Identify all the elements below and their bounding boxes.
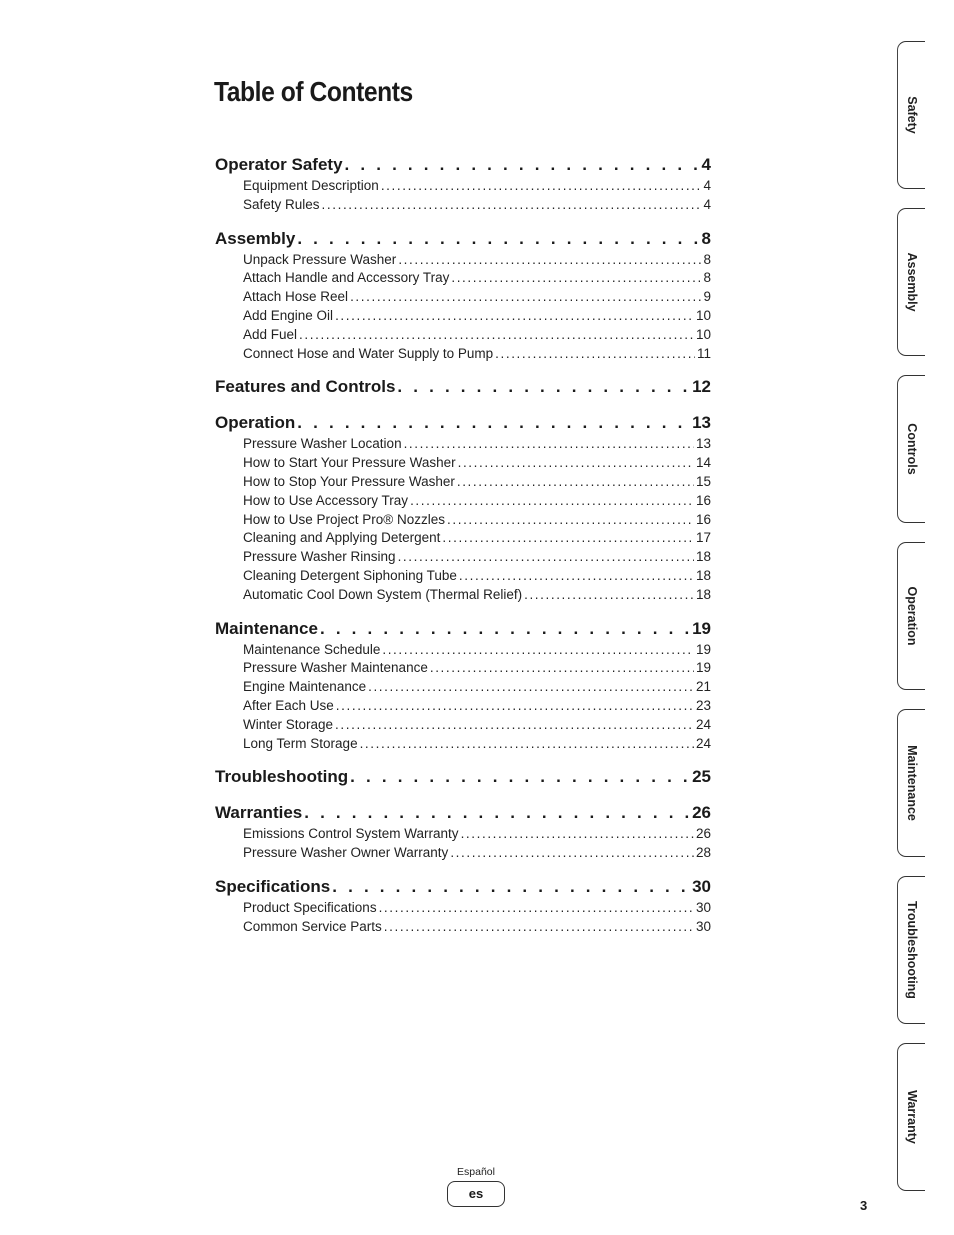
toc-entry-label: How to Use Accessory Tray [243,492,409,508]
toc-section [215,875,711,937]
toc-entry-page: 10 [695,326,711,342]
toc-entry-page: 26 [692,803,711,823]
tab-label: Maintenance [904,745,919,821]
toc-entry-label: Connect Hose and Water Supply to Pump [243,345,494,361]
dot-leader [350,288,701,307]
toc-entry-page: 4 [703,196,711,212]
language-selector[interactable] [447,1166,505,1207]
dot-leader [382,641,694,660]
toc-entry-page: 30 [695,899,711,915]
dot-leader [442,529,694,548]
dot-leader [459,567,694,586]
toc-section [215,375,711,399]
dot-leader [350,765,690,789]
tab-label: Controls [904,423,919,475]
dot-leader [368,678,694,697]
toc-subentry[interactable] [215,345,711,364]
toc-entry-label: Pressure Washer Owner Warranty [243,845,449,861]
toc-entry-label: Pressure Washer Location [243,436,402,452]
toc-subentry[interactable] [215,326,711,345]
toc-section [215,765,711,789]
toc-subentry[interactable] [215,678,711,697]
toc-entry-page: 8 [703,270,711,286]
toc-entry-page: 19 [692,618,711,638]
toc-entry-page: 24 [695,735,711,751]
dot-leader [297,411,690,435]
toc-subentry[interactable] [215,529,711,548]
toc-entry-label: Operation [215,413,296,433]
toc-entry-label: Automatic Cool Down System (Thermal Relief) [243,586,523,602]
dot-leader [430,659,694,678]
toc-entry-page: 25 [692,767,711,787]
toc-entry-label: Engine Maintenance [243,679,367,695]
toc-subentry[interactable] [215,511,711,530]
toc-entry-page: 18 [695,586,711,602]
toc-section-heading[interactable] [215,875,711,899]
toc-section-heading[interactable] [215,227,711,251]
toc-section-heading[interactable] [215,801,711,825]
tab-troubleshooting[interactable] [897,876,925,1024]
dot-leader [336,697,694,716]
toc-section [215,153,711,215]
toc-entry-label: Attach Hose Reel [243,289,349,305]
toc-entry-page: 21 [695,679,711,695]
toc-entry-label: Add Engine Oil [243,307,334,323]
tab-assembly[interactable] [897,208,925,356]
dot-leader [524,586,694,605]
tab-label: Operation [904,586,919,646]
dot-leader [322,196,702,215]
toc-subentry[interactable] [215,177,711,196]
toc-entry-page: 13 [695,436,711,452]
tab-safety[interactable] [897,41,925,189]
toc-entry-page: 12 [692,377,711,397]
toc-subentry[interactable] [215,844,711,863]
dot-leader [381,177,702,196]
tab-label: Safety [904,96,919,134]
toc-entry-page: 30 [695,918,711,934]
toc-entry-page: 19 [695,660,711,676]
toc-entry-page: 18 [695,549,711,565]
toc-subentry[interactable] [215,473,711,492]
toc-subentry[interactable] [215,307,711,326]
tab-label: Assembly [904,252,919,312]
dot-leader [379,899,694,918]
toc-entry-label: Warranties [215,803,303,823]
tab-label: Warranty [904,1090,919,1144]
toc-subentry[interactable] [215,269,711,288]
toc-subentry[interactable] [215,492,711,511]
language-code-badge[interactable]: es [447,1181,505,1207]
toc-section-heading[interactable] [215,411,711,435]
tab-warranty[interactable] [897,1043,925,1191]
toc-entry-page: 13 [692,413,711,433]
toc-section-heading[interactable] [215,765,711,789]
dot-leader [410,492,694,511]
dot-leader [360,735,694,754]
toc-entry-page: 4 [703,178,711,193]
dot-leader [451,269,701,288]
toc-entry-page: 30 [692,876,711,896]
toc-entry-page: 8 [703,251,711,267]
toc-entry-label: Unpack Pressure Washer [243,251,397,267]
dot-leader [398,251,701,270]
toc-subentry[interactable] [215,454,711,473]
dot-leader [404,435,694,454]
toc-entry-label: Features and Controls [215,377,396,397]
toc-entry-page: 17 [695,530,711,546]
toc-section [215,227,711,364]
toc-entry-label: Maintenance Schedule [243,641,381,657]
dot-leader [335,307,694,326]
toc-entry-page: 4 [701,155,711,174]
toc-entry-page: 8 [701,228,711,248]
tab-controls[interactable] [897,375,925,523]
toc-entry-page: 16 [695,511,711,527]
toc-entry-label: Cleaning and Applying Detergent [243,530,441,546]
tab-label: Troubleshooting [904,901,919,999]
dot-leader [332,875,690,899]
toc-entry-page: 24 [695,716,711,732]
toc-entry-label: Operator Safety [215,155,343,174]
toc-entry-label: Assembly [215,228,296,248]
table-of-contents [215,153,711,949]
toc-entry-label: Product Specifications [243,899,377,915]
toc-entry-label: Emissions Control System Warranty [243,826,459,842]
toc-section-heading[interactable] [215,375,711,399]
toc-subentry[interactable] [215,435,711,454]
toc-subentry[interactable] [215,548,711,567]
toc-entry-label: Common Service Parts [243,918,382,934]
dot-leader [297,227,699,251]
toc-entry-label: After Each Use [243,697,334,713]
toc-entry-page: 10 [695,307,711,323]
toc-subentry[interactable] [215,735,711,754]
toc-entry-page: 28 [695,845,711,861]
toc-entry-label: Equipment Description [243,178,379,193]
toc-entry-label: How to Start Your Pressure Washer [243,455,456,471]
toc-entry-label: How to Use Project Pro® Nozzles [243,511,446,527]
dot-leader [304,801,690,825]
toc-entry-label: Add Fuel [243,326,298,342]
toc-subentry[interactable] [215,716,711,735]
tab-maintenance[interactable] [897,709,925,857]
toc-entry-page: 15 [695,473,711,489]
toc-subentry[interactable] [215,288,711,307]
toc-section [215,617,711,754]
dot-leader [458,454,694,473]
toc-section [215,801,711,863]
dot-leader [384,918,694,937]
tab-operation[interactable] [897,542,925,690]
toc-entry-page: 23 [695,697,711,713]
toc-entry-label: Attach Handle and Accessory Tray [243,270,450,286]
toc-entry-label: Cleaning Detergent Siphoning Tube [243,567,457,583]
toc-subentry[interactable] [215,659,711,678]
toc-entry-label: Safety Rules [243,196,320,212]
toc-subentry[interactable] [215,825,711,844]
language-caption: Español [457,1166,495,1178]
toc-subentry[interactable] [215,899,711,918]
toc-entry-label: Pressure Washer Maintenance [243,660,428,676]
dot-leader [398,548,694,567]
toc-entry-page: 11 [696,345,711,361]
dot-leader [345,153,700,177]
toc-entry-label: Winter Storage [243,716,334,732]
toc-subentry[interactable] [215,918,711,937]
toc-entry-label: How to Stop Your Pressure Washer [243,473,455,489]
dot-leader [495,345,695,364]
dot-leader [447,511,694,530]
toc-entry-label: Specifications [215,876,331,896]
toc-entry-page: 16 [695,492,711,508]
dot-leader [335,716,694,735]
dot-leader [461,825,694,844]
toc-subentry[interactable] [215,641,711,660]
toc-entry-label: Troubleshooting [215,767,349,787]
toc-subentry[interactable] [215,586,711,605]
toc-subentry[interactable] [215,251,711,270]
toc-section [215,411,711,604]
toc-subentry[interactable] [215,567,711,586]
dot-leader [450,844,694,863]
toc-section-heading[interactable] [215,617,711,641]
toc-section-heading[interactable] [215,153,711,177]
toc-entry-label: Long Term Storage [243,735,358,751]
dot-leader [320,617,690,641]
toc-subentry[interactable] [215,196,711,215]
dot-leader [397,375,690,399]
toc-entry-page: 19 [695,641,711,657]
toc-entry-page: 18 [695,567,711,583]
toc-entry-label: Pressure Washer Rinsing [243,549,396,565]
toc-entry-page: 26 [695,826,711,842]
page-number: 3 [860,1198,868,1213]
toc-entry-page: 9 [703,289,711,305]
toc-entry-label: Maintenance [215,618,318,638]
toc-entry-page: 14 [695,455,711,471]
toc-subentry[interactable] [215,697,711,716]
dot-leader [299,326,694,345]
page-title: Table of Contents [214,76,413,107]
dot-leader [457,473,694,492]
